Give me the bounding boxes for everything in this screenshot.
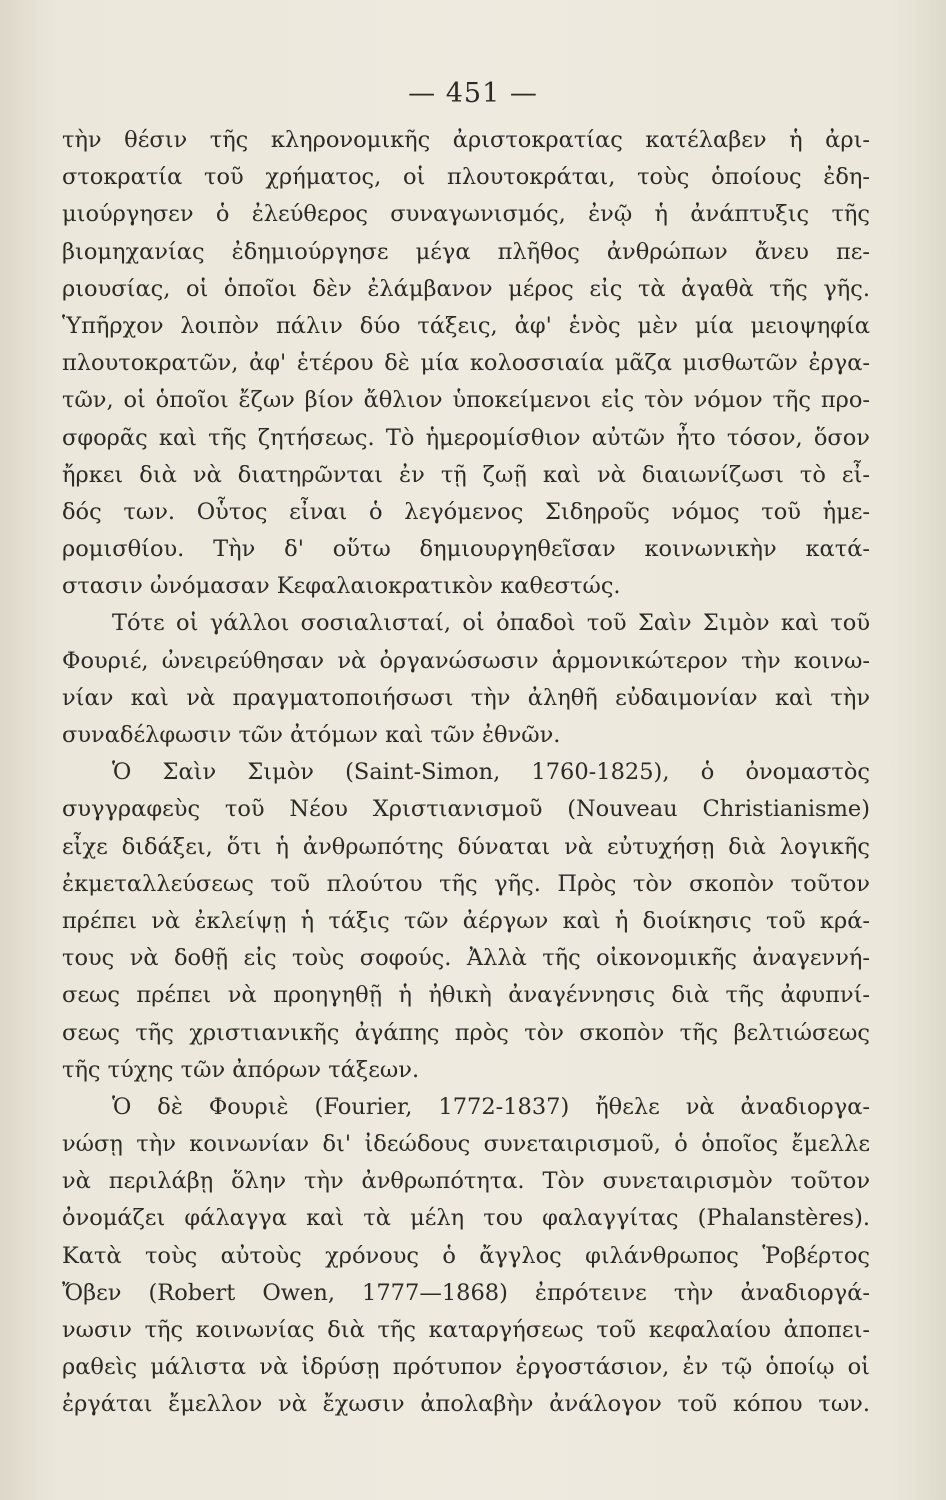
text-line: πλουτοκρατῶν, ἀφ' ἑτέρου δὲ μία κολοσσιαία μᾶζα μισθωτῶν ἐργα- bbox=[62, 350, 870, 377]
text-line: νώσῃ τὴν κοινωνίαν δι' ἰδεώδους συνεταιρισμοῦ, ὁ ὁποῖος ἔμελλε bbox=[62, 1131, 870, 1158]
text-line: συγγραφεὺς τοῦ Νέου Χριστιανισμοῦ (Nouveau Christianisme) bbox=[62, 796, 870, 823]
text-line: μιούργησεν ὁ ἐλεύθερος συναγωνισμός, ἐνῷ ἡ ἀνάπτυξις τῆς bbox=[62, 201, 870, 228]
text-line: ἤρκει διὰ νὰ διατηρῶνται ἐν τῇ ζωῇ καὶ νὰ διαιωνίζωσι τὸ εἶ- bbox=[62, 461, 870, 488]
text-line: νὰ περιλάβῃ ὅλην τὴν ἀνθρωπότητα. Τὸν συνεταιρισμὸν τοῦτον bbox=[62, 1168, 870, 1195]
page-number: — 451 — bbox=[408, 78, 538, 109]
text-line: τῆς τύχης τῶν ἀπόρων τάξεων. bbox=[62, 1056, 420, 1083]
text-line: δός των. Οὗτος εἶναι ὁ λεγόμενος Σιδηροῦς νόμος τοῦ ἡμε- bbox=[62, 498, 870, 525]
text-line: Τότε οἱ γάλλοι σοσιαλισταί, οἱ ὀπαδοὶ τοῦ Σαὶν Σιμὸν καὶ τοῦ bbox=[112, 610, 870, 637]
text-line: σεως τῆς χριστιανικῆς ἀγάπης πρὸς τὸν σκοπὸν τῆς βελτιώσεως bbox=[62, 1019, 870, 1046]
text-line: βιομηχανίας ἐδημιούργησε μέγα πλῆθος ἀνθρώπων ἄνευ πε- bbox=[62, 238, 870, 265]
text-line: τὴν θέσιν τῆς κληρονομικῆς ἀριστοκρατίας κατέλαβεν ἡ ἀρι- bbox=[62, 127, 870, 153]
text-line: Ὄβεν (Robert Owen, 1777—1868) ἐπρότεινε τὴν ἀναδιοργά- bbox=[62, 1279, 870, 1306]
text-line: Ὑπῆρχον λοιπὸν πάλιν δύο τάξεις, ἀφ' ἑνὸς μὲν μία μειοψηφία bbox=[62, 312, 870, 339]
text-line: στοκρατία τοῦ χρήματος, οἱ πλουτοκράται, τοὺς ὁποίους ἐδη- bbox=[62, 164, 870, 191]
text-line: συναδέλφωσιν τῶν ἀτόμων καὶ τῶν ἐθνῶν. bbox=[62, 722, 561, 748]
text-line: πρέπει νὰ ἐκλείψῃ ἡ τάξις τῶν ἀέργων καὶ ἡ διοίκησις τοῦ κρά- bbox=[62, 907, 870, 934]
text-line: ἐργάται ἔμελλον νὰ ἔχωσιν ἀπολαβὴν ἀνάλογον τοῦ κόπου των. bbox=[62, 1391, 870, 1418]
text-line: τῶν, οἱ ὁποῖοι ἔζων βίον ἄθλιον ὑποκείμενοι εἰς τὸν νόμον τῆς προ- bbox=[62, 387, 870, 414]
text-line: ὀνομάζει φάλαγγα καὶ τὰ μέλη του φαλαγγίτας (Phalanstères). bbox=[62, 1205, 870, 1232]
text-line: ἐκμεταλλεύσεως τοῦ πλούτου τῆς γῆς. Πρὸς τὸν σκοπὸν τοῦτον bbox=[62, 870, 870, 897]
text-line: εἶχε διδάξει, ὅτι ἡ ἀνθρωπότης δύναται νὰ εὐτυχήσῃ διὰ λογικῆς bbox=[62, 833, 870, 860]
text-line: Κατὰ τοὺς αὐτοὺς χρόνους ὁ ἄγγλος φιλάνθρωπος Ῥοβέρτος bbox=[62, 1242, 870, 1269]
text-line: ραθεὶς μάλιστα νὰ ἱδρύσῃ πρότυπον ἐργοστάσιον, ἐν τῷ ὁποίῳ οἱ bbox=[62, 1354, 870, 1381]
text-line: σφορᾶς καὶ τῆς ζητήσεως. Τὸ ἡμερομίσθιον αὐτῶν ἦτο τόσον, ὅσον bbox=[62, 424, 870, 451]
text-line: νωσιν τῆς κοινωνίας διὰ τῆς καταργήσεως τοῦ κεφαλαίου ἀποπει- bbox=[62, 1317, 870, 1343]
text-line: σεως πρέπει νὰ προηγηθῇ ἡ ἠθικὴ ἀναγέννησις διὰ τῆς ἀφυπνί- bbox=[62, 982, 870, 1009]
text-line: ριουσίας, οἱ ὁποῖοι δὲν ἐλάμβανον μέρος εἰς τὰ ἀγαθὰ τῆς γῆς. bbox=[62, 275, 870, 302]
text-line: ρομισθίου. Τὴν δ' οὕτω δημιουργηθεῖσαν κοινωνικὴν κατά- bbox=[62, 536, 870, 563]
text-line: Φουριέ, ὠνειρεύθησαν νὰ ὀργανώσωσιν ἁρμονικώτερον τὴν κοινω- bbox=[62, 647, 870, 674]
body-text bbox=[62, 122, 870, 1424]
text-line: στασιν ὠνόμασαν Κεφαλαιοκρατικὸν καθεστώς. bbox=[62, 573, 621, 600]
text-line: νίαν καὶ νὰ πραγματοποιήσωσι τὴν ἀληθῆ εὐδαιμονίαν καὶ τὴν bbox=[62, 684, 870, 711]
text-line: Ὁ δὲ Φουριὲ (Fourier, 1772-1837) ἤθελε νὰ ἀναδιοργα- bbox=[112, 1093, 870, 1120]
text-line: Ὁ Σαὶν Σιμὸν (Saint-Simon, 1760-1825), ὁ ὀνομαστὸς bbox=[112, 759, 870, 786]
text-line: τους νὰ δοθῇ εἰς τοὺς σοφούς. Ἀλλὰ τῆς οἰκονομικῆς ἀναγεννή- bbox=[62, 945, 870, 972]
